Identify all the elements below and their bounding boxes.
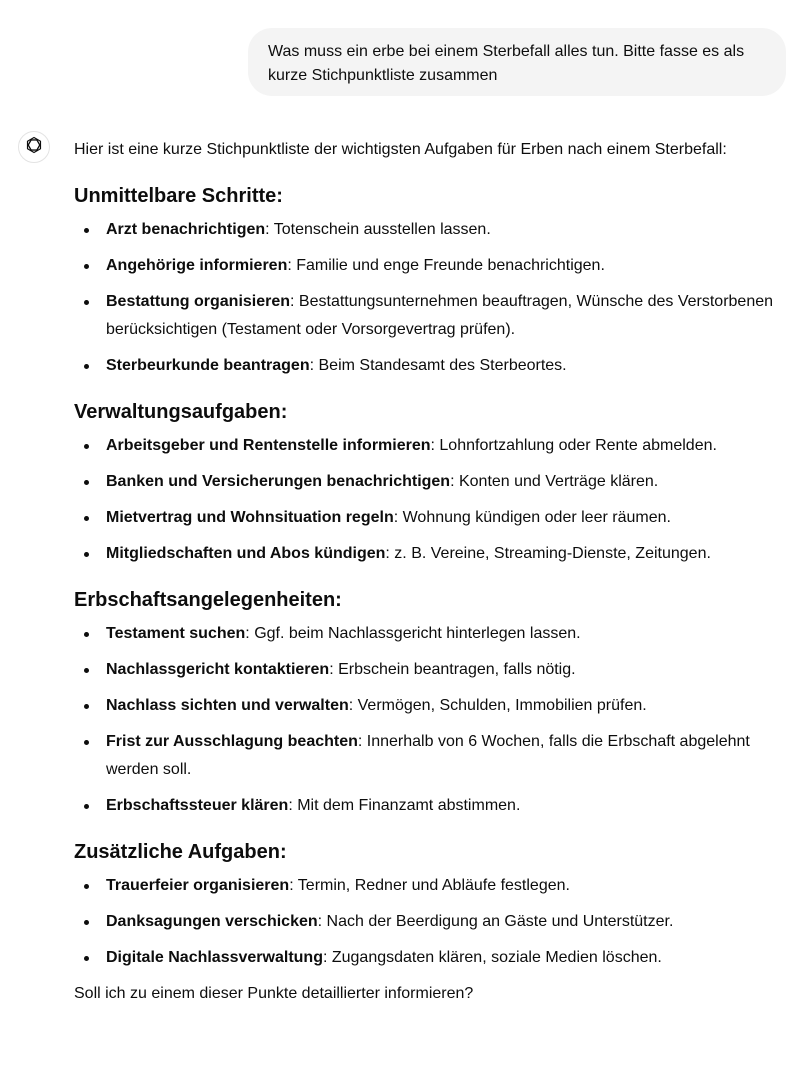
list-item [74, 252, 790, 280]
list-item [74, 468, 790, 496]
list-item-label: Mietvertrag und Wohnsituation regeln [106, 509, 394, 526]
list-item [74, 352, 790, 380]
list-item-label: Banken und Versicherungen benachrichtigen [106, 473, 451, 490]
section [74, 398, 790, 568]
list-item [74, 216, 790, 244]
list-item-label: Erbschaftssteuer klären [106, 797, 289, 814]
bullet-list [74, 872, 790, 972]
list-item [74, 540, 790, 568]
list-item [74, 620, 790, 648]
list-item-text: : Nach der Beerdigung an Gäste und Unterstützer. [317, 913, 674, 930]
list-item-label: Angehörige informieren [106, 257, 288, 274]
list-item-text: : Konten und Verträge klären. [450, 473, 659, 490]
assistant-sections [74, 182, 790, 972]
openai-logo-icon [24, 135, 44, 160]
user-message-bubble [248, 28, 786, 96]
list-item [74, 504, 790, 532]
section-heading: Unmittelbare Schritte: [74, 185, 283, 207]
list-item [74, 728, 790, 784]
user-message-text: Was muss ein erbe bei einem Sterbefall alles tun. Bitte fasse es als kurze Stichpunktliste zusammen [268, 43, 745, 84]
list-item-label: Digitale Nachlassverwaltung [106, 949, 323, 966]
section [74, 838, 790, 972]
section-heading: Verwaltungsaufgaben: [74, 401, 288, 423]
list-item-label: Frist zur Ausschlagung beachten [106, 733, 358, 750]
list-item-text: : Totenschein ausstellen lassen. [265, 221, 491, 238]
list-item-label: Nachlassgericht kontaktieren [106, 661, 330, 678]
list-item [74, 872, 790, 900]
section [74, 586, 790, 820]
list-item [74, 908, 790, 936]
list-item [74, 944, 790, 972]
list-item-text: : Zugangsdaten klären, soziale Medien löschen. [322, 949, 662, 966]
bullet-list [74, 620, 790, 820]
list-item-text: : Bestattungsunternehmen beauftragen, Wünsche des Verstorbenen berücksichtigen (Testament oder Vorsorgevertrag prüfen). [106, 293, 774, 338]
assistant-closing: Soll ich zu einem dieser Punkte detaillierter informieren? [74, 985, 474, 1002]
list-item-label: Nachlass sichten und verwalten [106, 697, 349, 714]
list-item [74, 288, 790, 344]
list-item [74, 656, 790, 684]
assistant-message [74, 136, 790, 1008]
list-item-text: : Beim Standesamt des Sterbeortes. [309, 357, 567, 374]
list-item-text: : Termin, Redner und Abläufe festlegen. [289, 877, 570, 894]
list-item-text: : Wohnung kündigen oder leer räumen. [393, 509, 671, 526]
list-item-text: : Innerhalb von 6 Wochen, falls die Erbschaft abgelehnt werden soll. [106, 733, 750, 778]
list-item-text: : z. B. Vereine, Streaming-Dienste, Zeitungen. [385, 545, 711, 562]
list-item-text: : Lohnfortzahlung oder Rente abmelden. [430, 437, 717, 454]
list-item-text: : Ggf. beim Nachlassgericht hinterlegen lassen. [245, 625, 581, 642]
list-item-label: Bestattung organisieren [106, 293, 291, 310]
list-item-label: Mitgliedschaften und Abos kündigen [106, 545, 386, 562]
list-item-text: : Erbschein beantragen, falls nötig. [329, 661, 576, 678]
list-item-label: Testament suchen [106, 625, 246, 642]
bullet-list [74, 216, 790, 380]
assistant-avatar [18, 131, 50, 163]
list-item-label: Sterbeurkunde beantragen [106, 357, 310, 374]
list-item [74, 692, 790, 720]
bullet-list [74, 432, 790, 568]
assistant-intro: Hier ist eine kurze Stichpunktliste der wichtigsten Aufgaben für Erben nach einem Sterbefall: [74, 141, 727, 158]
list-item [74, 432, 790, 460]
list-item-label: Danksagungen verschicken [106, 913, 318, 930]
list-item-label: Trauerfeier organisieren [106, 877, 290, 894]
section-heading: Erbschaftsangelegenheiten: [74, 589, 342, 611]
section-heading: Zusätzliche Aufgaben: [74, 841, 287, 863]
list-item-text: : Mit dem Finanzamt abstimmen. [288, 797, 521, 814]
list-item [74, 792, 790, 820]
list-item-label: Arzt benachrichtigen [106, 221, 266, 238]
list-item-text: : Vermögen, Schulden, Immobilien prüfen. [348, 697, 647, 714]
list-item-text: : Familie und enge Freunde benachrichtigen. [287, 257, 605, 274]
section [74, 182, 790, 380]
list-item-label: Arbeitsgeber und Rentenstelle informieren [106, 437, 431, 454]
